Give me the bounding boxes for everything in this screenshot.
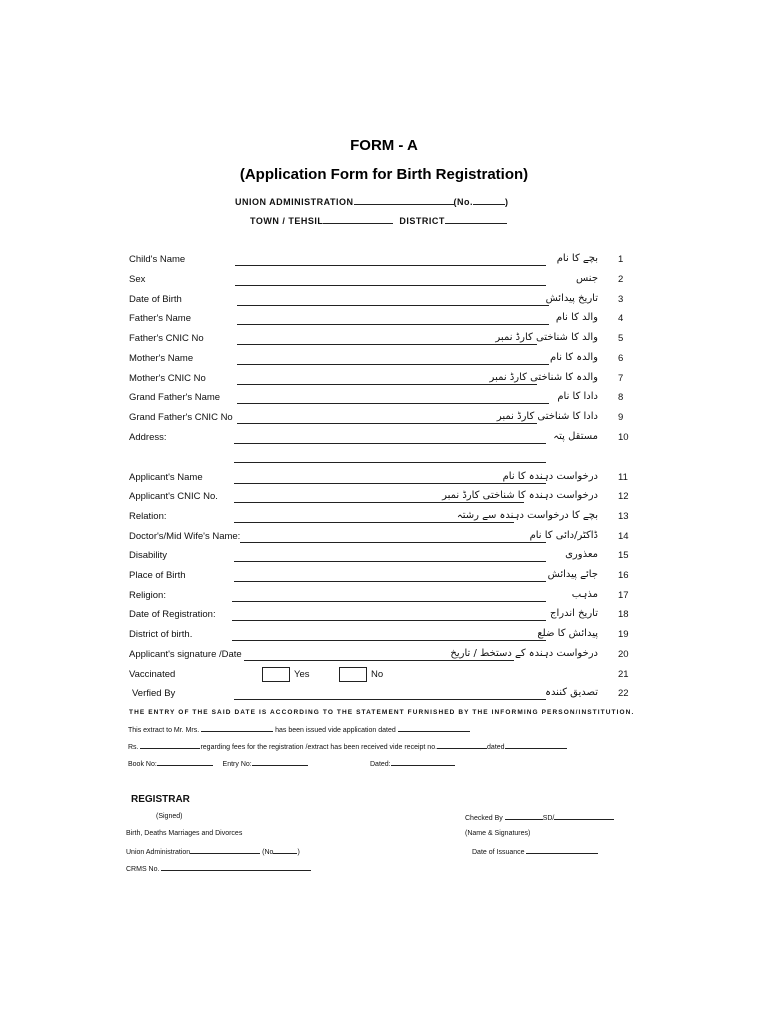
field-label: Mother's Name — [129, 353, 194, 364]
field-row-fathers-cnic — [0, 333, 768, 353]
field-row-religion — [0, 590, 768, 610]
field-number: 8 — [618, 392, 624, 403]
fees-line — [128, 742, 567, 751]
field-number: 7 — [618, 373, 624, 384]
field-row-applicants-name — [0, 472, 768, 492]
vaccinated-yes-label: Yes — [294, 669, 310, 680]
form-subtitle: (Application Form for Birth Registration) — [239, 166, 529, 183]
crms-blank[interactable] — [161, 864, 311, 871]
field-label-urdu: والد کا نام — [555, 312, 598, 323]
registrar-union-admin — [126, 847, 300, 856]
field-input-line[interactable] — [237, 364, 549, 365]
field-label: Verfied By — [132, 688, 176, 699]
field-label: Disability — [129, 550, 168, 561]
field-label-urdu: والد کا شناختی کارڈ نمبر — [495, 332, 598, 343]
field-input-line[interactable] — [234, 699, 546, 700]
field-input-line[interactable] — [237, 305, 549, 306]
field-input-line[interactable] — [237, 423, 537, 424]
extract-name-blank[interactable] — [201, 725, 273, 732]
field-label: Religion: — [129, 590, 166, 601]
fees-date-blank[interactable] — [505, 742, 567, 749]
registrar-title: REGISTRAR — [131, 794, 190, 805]
field-number: 12 — [618, 491, 629, 502]
vaccinated-no-checkbox[interactable] — [339, 667, 367, 682]
field-number: 14 — [618, 531, 629, 542]
book-dated-blank[interactable] — [391, 759, 455, 766]
registrar-union-blank[interactable] — [190, 847, 260, 854]
field-number: 19 — [618, 629, 629, 640]
town-tehsil-label: TOWN / TEHSIL — [250, 216, 324, 226]
field-row-disability — [0, 550, 768, 570]
field-row-mothers-name — [0, 353, 768, 373]
field-row-grandfathers-name — [0, 392, 768, 412]
union-admin-label: UNION ADMINISTRATION — [235, 197, 354, 207]
checked-by-label: Checked By — [465, 815, 503, 822]
town-tehsil-blank[interactable] — [323, 214, 393, 224]
registrar-no-open: (No — [262, 849, 274, 856]
field-label-urdu: پیدائش کا ضلع — [537, 628, 598, 639]
field-row-fathers-name — [0, 313, 768, 333]
field-label: Sex — [129, 274, 146, 285]
field-row-place-of-birth — [0, 570, 768, 590]
field-label-urdu: درخواست دہندہ کا نام — [502, 471, 598, 482]
field-number: 5 — [618, 333, 624, 344]
field-label-urdu: بچے کا درخواست دہندہ سے رشتہ — [456, 510, 598, 521]
field-input-line[interactable] — [234, 581, 546, 582]
name-signatures: (Name & Signatures) — [465, 830, 531, 837]
vaccinated-no-label: No — [371, 669, 384, 680]
field-row-address — [0, 432, 768, 452]
field-row-doctors-name — [0, 531, 768, 551]
union-admin-blank[interactable] — [354, 195, 454, 205]
field-label: Date of Registration: — [129, 609, 216, 620]
town-district-header — [250, 214, 507, 226]
field-label-urdu: دادا کا نام — [557, 391, 598, 402]
field-label: Child's Name — [129, 254, 186, 265]
field-row-verified-by — [0, 688, 768, 708]
field-number: 2 — [618, 274, 624, 285]
checked-sd-blank[interactable] — [554, 813, 614, 820]
field-row-district-of-birth — [0, 629, 768, 649]
field-row-vaccinated — [0, 669, 768, 689]
checked-by-line — [465, 813, 614, 822]
extract-date-blank[interactable] — [398, 725, 470, 732]
field-label: Applicant's signature /Date — [129, 649, 242, 660]
vaccinated-yes-checkbox[interactable] — [262, 667, 290, 682]
field-row-date-of-registration — [0, 609, 768, 629]
field-input-line[interactable] — [237, 344, 537, 345]
field-row-relation — [0, 511, 768, 531]
field-label-urdu: درخواست دہندہ کا شناختی کارڈ نمبر — [442, 490, 598, 501]
field-label-urdu: والدہ کا نام — [550, 352, 598, 363]
field-input-line[interactable] — [237, 384, 537, 385]
field-number: 6 — [618, 353, 624, 364]
field-input-line[interactable] — [234, 483, 546, 484]
field-label-urdu: بچے کا نام — [556, 253, 598, 264]
field-number: 18 — [618, 609, 629, 620]
union-no-label: (No. — [453, 197, 473, 207]
field-label: District of birth. — [129, 629, 193, 640]
date-of-issuance-blank[interactable] — [526, 847, 598, 854]
field-label-urdu: دادا کا شناختی کارڈ نمبر — [496, 411, 598, 422]
field-input-line[interactable] — [234, 443, 546, 444]
field-number: 16 — [618, 570, 629, 581]
field-number: 4 — [618, 313, 624, 324]
field-input-line[interactable] — [237, 324, 549, 325]
field-label-urdu: تاریخ پیدائش — [545, 293, 598, 304]
fees-amount-blank[interactable] — [140, 742, 200, 749]
field-label: Applicant's CNIC No. — [129, 491, 218, 502]
field-number: 22 — [618, 688, 629, 699]
field-number: 11 — [618, 472, 628, 483]
field-label: Applicant's Name — [129, 472, 203, 483]
fees-dated-label: dated — [487, 744, 505, 751]
field-input-line[interactable] — [240, 542, 546, 543]
field-label: Father's Name — [129, 313, 192, 324]
field-input-line[interactable] — [244, 660, 514, 661]
field-row-mothers-cnic — [0, 373, 768, 393]
field-label: Father's CNIC No — [129, 333, 204, 344]
book-no-label: Book No: — [128, 761, 157, 768]
field-row-date-of-birth — [0, 294, 768, 314]
book-dated — [370, 759, 455, 768]
date-of-issuance-line — [472, 847, 598, 856]
field-label: Relation: — [129, 511, 167, 522]
form-title: FORM - A — [350, 137, 418, 154]
district-label: DISTRICT — [399, 216, 445, 226]
field-row-applicants-cnic — [0, 491, 768, 511]
field-label: Vaccinated — [129, 669, 176, 680]
field-input-line[interactable] — [235, 285, 546, 286]
book-dated-label: Dated: — [370, 761, 391, 768]
union-admin-header — [235, 195, 509, 207]
field-row-childs-name — [0, 254, 768, 274]
checked-sd: SD/ — [542, 815, 555, 822]
field-label: Grand Father's CNIC No — [129, 412, 233, 423]
registrar-no-close: ) — [297, 849, 300, 856]
book-no-blank[interactable] — [157, 759, 213, 766]
field-number: 3 — [618, 294, 624, 305]
fees-text: regarding fees for the registration /extract has been received vide receipt no. — [200, 744, 438, 751]
field-input-line[interactable] — [237, 403, 549, 404]
field-label-urdu: معذوری — [565, 549, 598, 560]
field-label-urdu: والدہ کا شناختی کارڈ نمبر — [489, 372, 598, 383]
field-input-line[interactable] — [234, 561, 546, 562]
field-label-urdu: جائے پیدائش — [547, 569, 598, 580]
registrar-bdmd: Birth, Deaths Marriages and Divorces — [126, 830, 243, 837]
field-label-urdu: جنس — [576, 273, 598, 284]
field-input-line[interactable] — [234, 502, 524, 503]
registrar-crms — [126, 864, 311, 873]
field-row-address-line-2 — [0, 451, 768, 471]
field-label-urdu: مستقل پتہ — [553, 431, 598, 442]
union-no-close: ) — [505, 197, 509, 207]
field-row-sex — [0, 274, 768, 294]
field-label-urdu: ڈاکٹر/دائی کا نام — [529, 530, 598, 541]
district-blank[interactable] — [445, 214, 507, 224]
field-input-line[interactable] — [232, 601, 546, 602]
field-number: 1 — [618, 254, 624, 265]
field-number: 17 — [618, 590, 629, 601]
field-input-line[interactable] — [232, 620, 546, 621]
field-input-line[interactable] — [235, 265, 546, 266]
field-label-urdu: تاریخ اندراج — [550, 608, 598, 619]
field-label: Mother's CNIC No — [129, 373, 206, 384]
field-number: 15 — [618, 550, 629, 561]
extract-text-1: This extract to Mr. Mrs. — [128, 727, 200, 734]
fees-rs-label: Rs. — [128, 744, 139, 751]
field-label-urdu: تصدیق کنندہ — [545, 687, 598, 698]
book-entry-line — [128, 759, 308, 768]
entry-statement: THE ENTRY OF THE SAID DATE IS ACCORDING TO THE STATEMENT FURNISHED BY THE INFORMING PERSON/INSTITUTION. — [129, 709, 635, 716]
union-no-blank[interactable] — [473, 195, 505, 205]
fees-receipt-blank[interactable] — [437, 742, 487, 749]
date-of-issuance-label: Date of Issuance — [472, 849, 525, 856]
extract-text-2: has been issued vide application dated — [275, 727, 396, 734]
field-number: 13 — [618, 511, 629, 522]
entry-no-blank[interactable] — [252, 759, 308, 766]
entry-no-label: Entry No: — [222, 761, 252, 768]
field-label: Grand Father's Name — [129, 392, 221, 403]
field-label: Place of Birth — [129, 570, 186, 581]
field-number: 20 — [618, 649, 629, 660]
field-row-grandfathers-cnic — [0, 412, 768, 432]
field-label-urdu: مذہب — [571, 589, 598, 600]
registrar-no-blank[interactable] — [273, 847, 300, 856]
field-input-line[interactable] — [234, 462, 546, 463]
field-number: 10 — [618, 432, 629, 443]
field-number: 9 — [618, 412, 624, 423]
registrar-signed: (Signed) — [156, 813, 183, 820]
checked-by-blank[interactable] — [505, 813, 543, 820]
field-row-applicants-signature — [0, 649, 768, 669]
crms-label: CRMS No. — [126, 866, 160, 873]
field-number: 21 — [618, 669, 629, 680]
extract-line — [128, 725, 470, 734]
field-label: Doctor's/Mid Wife's Name: — [129, 531, 241, 542]
field-label-urdu: درخواست دہندہ کے دستخط / تاریخ — [450, 648, 598, 659]
field-input-line[interactable] — [232, 640, 546, 641]
field-input-line[interactable] — [234, 522, 514, 523]
field-label: Address: — [129, 432, 167, 443]
registrar-union-label: Union Administration — [126, 849, 191, 856]
field-label: Date of Birth — [129, 294, 182, 305]
